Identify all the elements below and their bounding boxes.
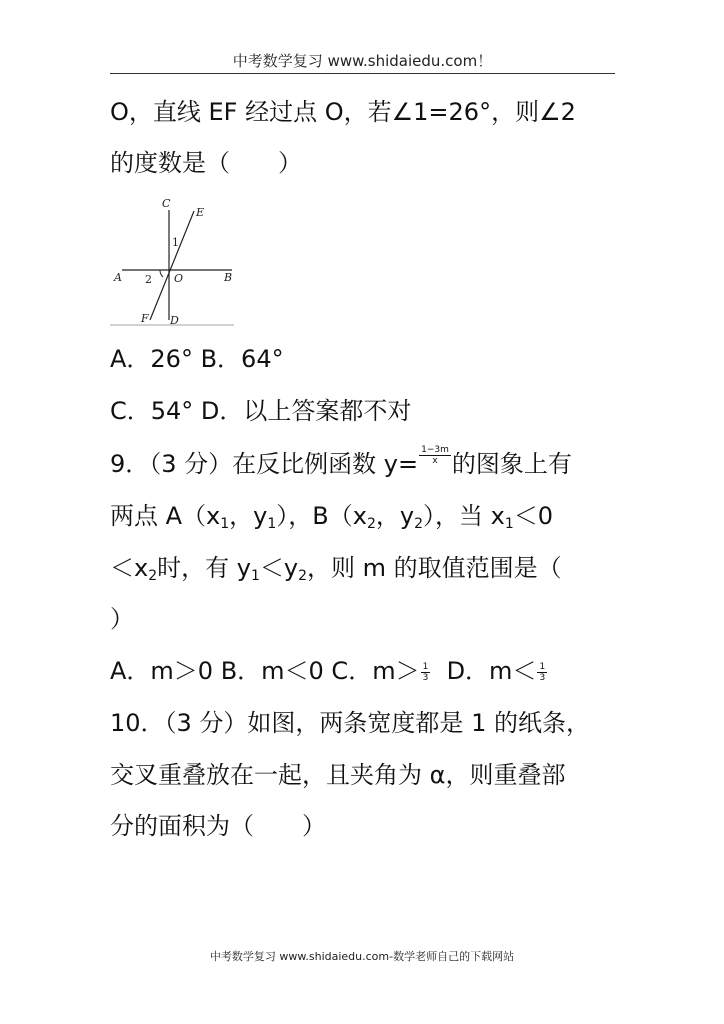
q9-fraction-numerator: 1−3m	[421, 444, 449, 455]
text-segment: ＜y	[259, 554, 299, 582]
q8-options-line-2: C．54° D．以上答案都不对	[110, 397, 412, 425]
label-b: B	[224, 271, 233, 284]
text-segment: ＜0	[513, 502, 554, 530]
label-d: D	[170, 314, 179, 327]
subscript: 1	[220, 516, 230, 532]
fraction-denominator: 3	[422, 672, 429, 683]
subscript: 1	[267, 516, 277, 532]
angle-2-arc	[160, 270, 163, 277]
q10-stem-line-1: 10．（3 分）如图，两条宽度都是 1 的纸条，	[110, 709, 590, 737]
subscript: 2	[414, 516, 424, 532]
label-a: A	[114, 271, 122, 284]
q9-suffix: 的图象上有	[451, 450, 572, 478]
subscript: 2	[366, 516, 376, 532]
text-segment: 两点 A（x	[110, 502, 221, 530]
label-e: E	[196, 206, 205, 219]
fraction-denominator: 3	[539, 672, 546, 683]
q9-fraction-denominator: x	[432, 455, 438, 466]
q9-stem-line-1	[110, 444, 572, 479]
q8-options-line-1: A．26° B．64°	[110, 345, 284, 373]
q9-option-c-fraction	[421, 662, 431, 683]
q9-option-d: D．m＜	[431, 657, 537, 685]
subscript: 1	[504, 516, 514, 532]
q9-stem-line-3	[110, 553, 562, 583]
q9-fraction	[419, 445, 451, 466]
subscript: 1	[250, 568, 260, 584]
line-ef	[150, 211, 194, 320]
q9-option-d-fraction	[537, 662, 547, 683]
q9-stem-line-4: ）	[110, 605, 134, 633]
q9-options-abc: A．m＞0 B．m＜0 C．m＞	[110, 657, 420, 685]
q9-options	[110, 656, 548, 686]
q8-geometry-figure	[110, 194, 236, 328]
subscript: 2	[298, 568, 308, 584]
fraction-numerator: 1	[422, 661, 429, 672]
q8-stem-line-1: O，直线 EF 经过点 O，若∠1=26°，则∠2	[110, 98, 576, 126]
text-segment: ＜x	[110, 554, 149, 582]
text-segment: ，y	[375, 502, 415, 530]
label-1: 1	[172, 236, 179, 249]
q8-stem-line-2: 的度数是（ ）	[110, 149, 302, 177]
text-segment: ，y	[229, 502, 268, 530]
label-c: C	[162, 197, 171, 210]
subscript: 2	[148, 568, 158, 584]
q10-stem-line-3: 分的面积为（ ）	[110, 812, 326, 840]
text-segment: 时，有 y	[157, 554, 251, 582]
page-header: 中考数学复习 www.shidaiedu.com！	[232, 52, 493, 70]
text-segment: ），B（x	[276, 502, 367, 530]
header-divider	[110, 73, 615, 74]
label-2: 2	[145, 273, 152, 286]
page-footer: 中考数学复习 www.shidaiedu.com-数学老师自己的下载网站	[209, 950, 515, 963]
text-segment: ），当 x	[423, 502, 505, 530]
label-f: F	[141, 312, 149, 325]
label-o: O	[174, 272, 184, 285]
fraction-numerator: 1	[539, 661, 546, 672]
q9-stem-line-2	[110, 501, 553, 531]
q10-stem-line-2: 交叉重叠放在一起，且夹角为 α，则重叠部	[110, 761, 566, 789]
q9-prefix: 9．（3 分）在反比例函数 y=	[110, 450, 419, 478]
text-segment: ，则 m 的取值范围是（	[307, 554, 562, 582]
